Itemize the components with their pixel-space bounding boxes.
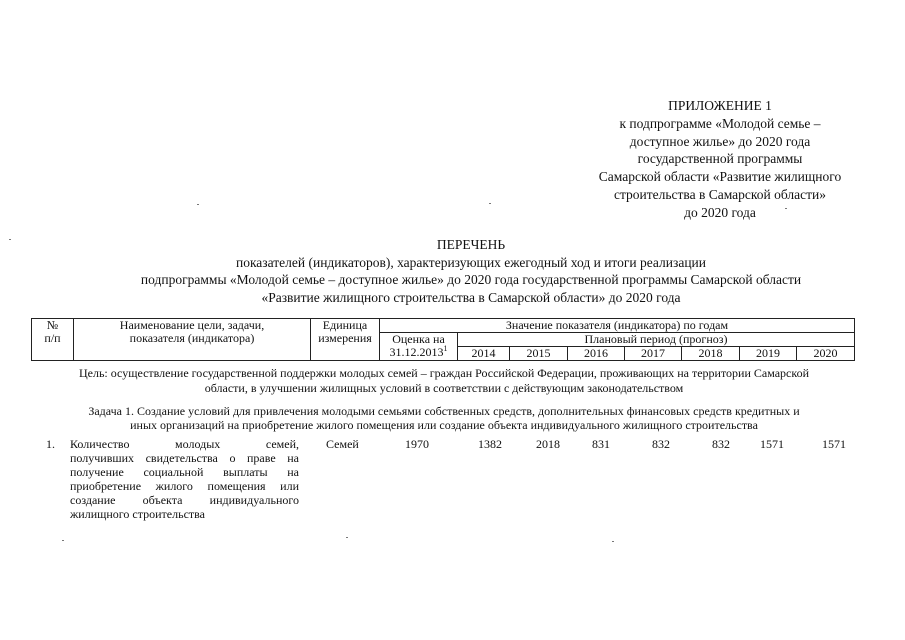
title-line: «Развитие жилищного строительства в Самарской области» до 2020 года <box>261 289 681 305</box>
col-num-line: п/п <box>44 331 61 345</box>
goal-line: области, в улучшении жилищных условий в соответствии с действующим законодательством <box>204 380 684 395</box>
row-value-2018: 832 <box>712 437 730 451</box>
row-value-2016: 831 <box>592 437 610 451</box>
scan-speck <box>197 204 199 205</box>
col-num-header <box>32 319 74 361</box>
row-value-2019: 1571 <box>760 437 784 451</box>
indicator-line: получивших свидетельства о праве на <box>70 451 299 465</box>
col-num-line: № <box>46 318 59 332</box>
col-name-line: Наименование цели, задачи, <box>119 318 265 332</box>
col-name-line: показателя (индикатора) <box>129 331 255 345</box>
row-value-2013: 1970 <box>405 437 429 451</box>
appendix-line: к подпрограмме «Молодой семье – <box>619 115 821 131</box>
indicator-line: получение социальной выплаты на <box>70 465 299 479</box>
appendix-title: ПРИЛОЖЕНИЕ 1 <box>668 98 772 113</box>
estimate-header <box>380 333 458 361</box>
year-header: 2019 <box>740 347 797 361</box>
col-name-header <box>74 319 311 361</box>
appendix-line: до 2020 года <box>684 204 756 220</box>
indicator-line: создание объекта индивидуального <box>70 493 299 507</box>
footnote-mark: 1 <box>443 344 448 353</box>
indicator-line: Количество молодых семей, <box>70 437 299 451</box>
year-header: 2016 <box>568 347 625 361</box>
appendix-line: доступное жилье» до 2020 года <box>629 133 811 149</box>
plan-period-header: Плановый период (прогноз) <box>458 333 855 347</box>
scan-speck <box>9 239 11 240</box>
year-header: 2020 <box>797 347 855 361</box>
col-unit-header <box>311 319 380 361</box>
year-header: 2017 <box>625 347 682 361</box>
row-indicator-name <box>70 437 299 521</box>
indicator-line: жилищного строительства <box>70 507 205 521</box>
task-line: иных организаций на приобретение жилого помещения или создание объекта индивидуального жилищного строительства <box>130 418 758 432</box>
appendix-header <box>560 97 880 222</box>
task-text <box>31 404 857 432</box>
col-unit-line: измерения <box>318 331 372 345</box>
goal-line: Цель: осуществление государственной поддержки молодых семей – граждан Российской Федерации, проживающих на территории Самарской <box>78 366 810 380</box>
indicator-line: приобретение жилого помещения или <box>70 479 299 493</box>
title-heading: ПЕРЕЧЕНЬ <box>436 237 506 252</box>
year-header: 2018 <box>682 347 740 361</box>
col-unit-line: Единица <box>322 318 368 332</box>
row-value-2014: 1382 <box>478 437 502 451</box>
scan-speck <box>62 540 64 541</box>
document-title <box>40 236 902 306</box>
estimate-date-text: 31.12.2013 <box>389 345 444 359</box>
row-value-2015: 2018 <box>536 437 560 451</box>
indicator-table-header <box>31 318 855 361</box>
appendix-line: государственной программы <box>637 151 803 167</box>
row-value-2020: 1571 <box>822 437 846 451</box>
scan-speck <box>612 541 614 542</box>
goal-text <box>31 366 857 395</box>
row-value-2017: 832 <box>652 437 670 451</box>
row-unit: Семей <box>326 437 359 451</box>
scan-speck <box>489 203 491 204</box>
values-header: Значение показателя (индикатора) по годам <box>380 319 855 333</box>
year-header: 2015 <box>510 347 568 361</box>
task-line: Задача 1. Создание условий для привлечения молодыми семьями собственных средств, дополнительных финансовых средств кредитных и <box>88 404 800 418</box>
estimate-label: Оценка на <box>392 332 445 346</box>
title-line: показателей (индикаторов), характеризующих ежегодный ход и итоги реализации <box>235 254 707 270</box>
scan-speck <box>785 208 787 209</box>
title-line: подпрограммы «Молодой семье – доступное жилье» до 2020 года государственной программы Самарской области <box>140 272 802 288</box>
appendix-line: строительства в Самарской области» <box>613 186 827 202</box>
appendix-line: Самарской области «Развитие жилищного <box>598 169 842 185</box>
year-header: 2014 <box>458 347 510 361</box>
row-number: 1. <box>46 437 55 451</box>
estimate-date <box>382 346 455 359</box>
scan-speck <box>346 537 348 538</box>
